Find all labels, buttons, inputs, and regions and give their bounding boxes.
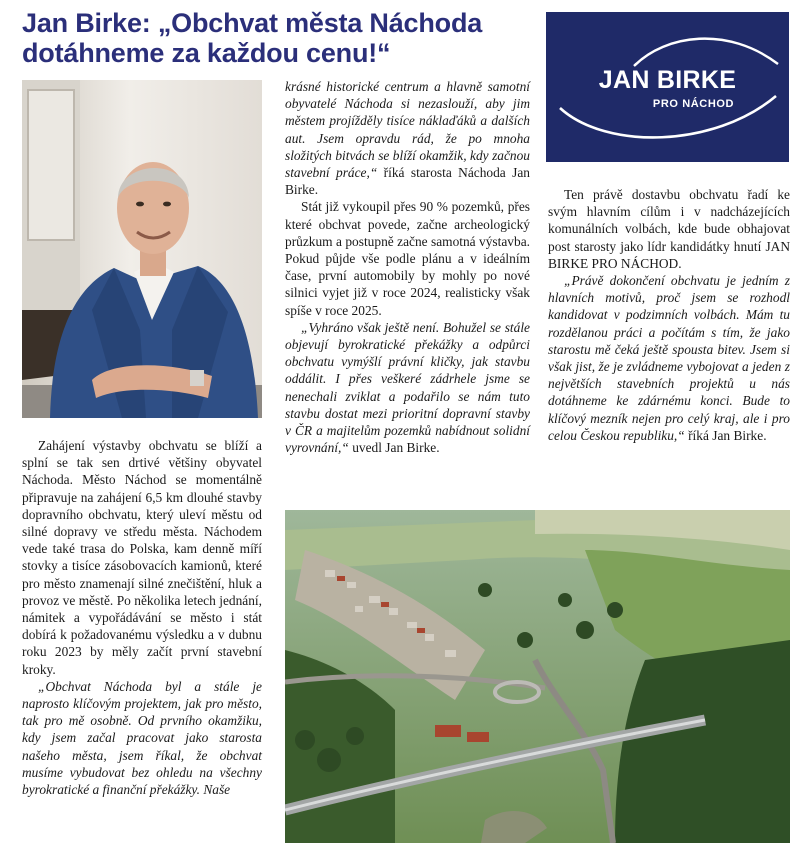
paragraph-quote-motivation [548, 272, 790, 444]
paragraph-quote-start: „Obchvat Náchoda byl a stále je naprosto klíčovým projektem, jak pro město, tak pro mě osobně. Od prvního okamžiku, kdy jsem začal pracovat jako starosta našeho města, jsem říkal, že obchvat musíme vybudovat bez ohledu na všechny byrokratické a finanční překážky. Naše [22, 678, 262, 798]
logo-subtitle: PRO NÁCHOD [652, 98, 735, 110]
quote-attribution: říká starosta Náchoda Jan Birke. [285, 165, 530, 198]
paragraph-election: Ten právě dostavbu obchvatu řadí ke svým hlavním cílům i v nadcházejících komunálních volbách, kde bude obhajovat post starosty jako lídr kandidátky hnutí JAN BIRKE PRO NÁCHOD. [548, 187, 790, 271]
paragraph-land-purchase: Stát již vykoupil přes 90 % pozemků, přes které obchvat povede, začne archeologický průzkum a postupně začne samotná výstavba. Pokud půjde vše podle plánu a v ideálním čase, první automobily by mohly po nové silnici vyjet již v roce 2024, realisticky však spíše v roce 2025. [285, 199, 530, 318]
article-column-1 [22, 437, 262, 798]
quote-text: krásné historické centrum a hlavně samotní obyvatelé Náchoda si nezaslouží, aby jim městem projížděly tisíce náklaďáků a dalších aut. Jsem opravdu rád, že po mnoha složitých bitvách se blíží okamžik, kdy začnou stavební práce,“ [285, 79, 530, 181]
article-column-3 [548, 186, 790, 444]
paragraph-intro: Zahájení výstavby obchvatu se blíží a splní se tak sen drtivé většiny obyvatel Náchoda. Město Náchod se momentálně připravuje na zahájení 6,5 km dlouhé stavby dopravního obchvatu, který uleví městu od silné dopravy ve středu města. Náchodem vede také trasa do Polska, kam denně míří stovky a tisíce zásobovacích kamionů, které pro město znamenají silné znečištění, hluk a provoz ve městě. Po několika letech jednání, námitek a vypořádávání se město i stát dobírá k požadovanému výsledku a v dubnu roku 2023 by měly začít první stavební kroky. [22, 438, 262, 677]
paragraph-quote-obstacles [285, 319, 530, 457]
quote-text: „Vyhráno však ještě není. Bohužel se stále objevují byrokratické překážky a odpůrci obchvatu vymýšlí právní kličky, jak stavbu oddálit. I přes veškeré zádrhele jsme se nenechali zviklat a podařilo se nám tuto stavbu dostat mezi prioritní dopravní stavby v ČR a majitelům pozemků nabídnout solidní vyrovnání,“ [285, 319, 530, 456]
logo-name: JAN BIRKE [598, 66, 737, 94]
campaign-logo [546, 12, 789, 162]
article-column-2 [285, 78, 530, 456]
quote-attribution: říká Jan Birke. [684, 427, 767, 443]
quote-attribution: uvedl Jan Birke. [348, 440, 440, 456]
portrait-photo [22, 80, 262, 418]
article-headline: Jan Birke: „Obchvat města Náchoda dotáhneme za každou cenu!“ [22, 8, 483, 68]
aerial-bypass-photo [285, 510, 790, 843]
paragraph-quote-continued [285, 78, 530, 198]
quote-text: „Právě dokončení obchvatu je jedním z hlavních motivů, proč jsem se rozhodl kandidovat v podzimních volbách. Mám tu rozdělanou práci a počítám s tím, že jako starostu mě čeká ještě spousta bitev. Jsem si však jist, že je zvládneme vybojovat a jeden z největších stavebních projektů u nás dotáhneme ke zdárnému konci. Bude to klíčový mezník nejen pro celý kraj, ale i pro celou Českou republiku,“ [548, 273, 790, 443]
